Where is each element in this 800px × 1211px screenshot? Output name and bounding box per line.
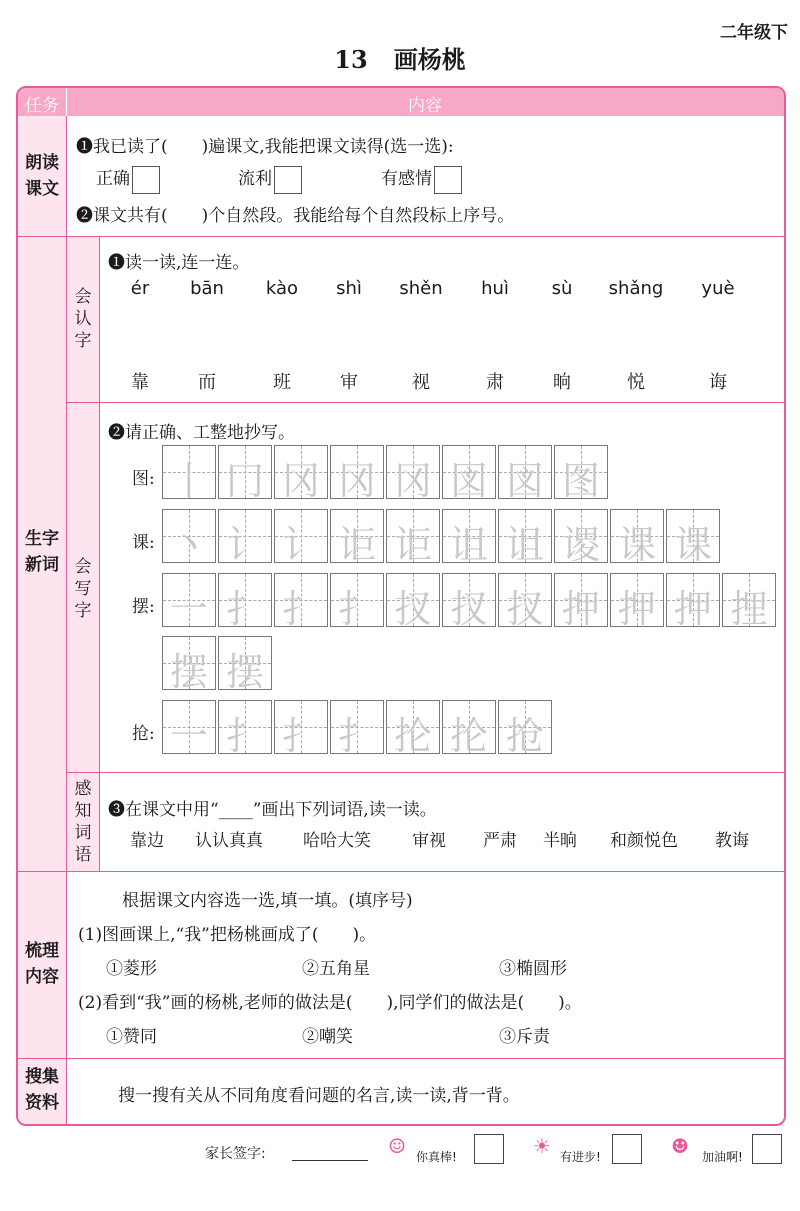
writing-cell[interactable]	[554, 509, 608, 567]
stroke-guide: 诅	[449, 523, 488, 567]
stroke-guide: 扌	[281, 714, 320, 758]
writing-cell[interactable]	[498, 509, 552, 567]
writing-cell[interactable]	[442, 445, 496, 503]
stroke-guide: 讠	[281, 523, 320, 567]
stroke-guide: 扌	[337, 587, 376, 631]
read-option-fluent[interactable]: 流利	[238, 164, 302, 194]
collect-text: 搜一搜有关从不同角度看问题的名言,读一读,背一背。	[118, 1086, 520, 1106]
hanzi-item[interactable]: 肃	[486, 372, 504, 393]
term-item: 靠边	[130, 831, 164, 851]
writing-cell[interactable]	[666, 509, 720, 567]
writing-cell[interactable]	[666, 573, 720, 631]
writing-cell[interactable]	[274, 700, 328, 758]
writing-cell[interactable]	[498, 573, 552, 631]
term-item: 认认真真	[195, 831, 263, 851]
term-item: 半晌	[543, 831, 577, 851]
label-write: 会 写 字	[74, 557, 92, 621]
lesson-title: 画杨桃	[393, 45, 466, 74]
pinyin-item[interactable]: huì	[481, 278, 509, 299]
writing-cell[interactable]	[442, 573, 496, 631]
sort-q1-option: ②五角星	[302, 959, 370, 979]
hanzi-item[interactable]: 诲	[709, 372, 727, 393]
stroke-guide: 谡	[561, 523, 600, 567]
stroke-guide: 课	[617, 523, 656, 567]
writing-cell[interactable]	[330, 445, 384, 503]
stroke-guide: 図	[449, 459, 488, 503]
stroke-guide: 讵	[337, 523, 376, 567]
term-item: 和颜悦色	[610, 831, 678, 851]
label-read: 朗读 课文	[25, 153, 59, 199]
stroke-guide: 图	[561, 459, 600, 503]
writing-cell[interactable]	[554, 573, 608, 631]
label-perceive: 感 知 词 语	[74, 779, 92, 865]
hanzi-item[interactable]: 审	[340, 372, 358, 393]
pinyin-item[interactable]: sù	[551, 278, 573, 299]
stroke-guide: 扌	[225, 714, 264, 758]
writing-cell[interactable]	[386, 573, 440, 631]
writing-cell[interactable]	[554, 445, 608, 503]
worksheet-table	[16, 86, 786, 1126]
writing-cell[interactable]	[274, 509, 328, 567]
writing-cell[interactable]	[162, 573, 216, 631]
label-sort: 梳理 内容	[25, 941, 59, 987]
stroke-guide: 一	[169, 587, 208, 631]
stroke-guide: 冈	[393, 459, 432, 503]
writing-cell[interactable]	[162, 509, 216, 567]
sort-q2-option: ③斥责	[499, 1027, 550, 1047]
stroke-guide: 抡	[393, 714, 432, 758]
writing-cell[interactable]	[498, 700, 552, 758]
read-question-2: ❷课文共有( )个自然段。我能给每个自然段标上序号。	[76, 206, 515, 226]
writing-cell[interactable]	[274, 445, 328, 503]
stroke-guide: 扠	[393, 587, 432, 631]
write-label-ke: 课:	[132, 533, 155, 553]
writing-cell[interactable]	[330, 573, 384, 631]
stroke-guide: 図	[505, 459, 544, 503]
pinyin-item[interactable]: ér	[130, 278, 150, 299]
sort-intro: 根据课文内容选一选,填一填。(填序号)	[122, 891, 413, 911]
writing-cell[interactable]	[442, 700, 496, 758]
writing-cell[interactable]	[442, 509, 496, 567]
hanzi-item[interactable]: 悦	[627, 372, 645, 393]
writing-cell[interactable]	[610, 509, 664, 567]
recognize-instruction: ❶读一读,连一连。	[108, 253, 250, 273]
stroke-guide: 抢	[505, 714, 544, 758]
rating-box-progress[interactable]	[612, 1134, 642, 1164]
stroke-guide: 扠	[505, 587, 544, 631]
sort-question-1: (1)图画课上,“我”把杨桃画成了( )。	[78, 925, 377, 945]
stroke-guide: 冈	[337, 459, 376, 503]
stroke-guide: 冂	[225, 459, 264, 503]
header-task: 任务	[25, 96, 59, 116]
write-label-tu: 图:	[132, 469, 155, 489]
stroke-guide: 诅	[505, 523, 544, 567]
term-item: 教诲	[715, 831, 749, 851]
stroke-guide: 押	[673, 587, 712, 631]
stroke-guide: 扌	[337, 714, 376, 758]
read-option-emotion[interactable]: 有感情	[381, 164, 462, 194]
stroke-guide: 讠	[225, 523, 264, 567]
page-title	[0, 40, 800, 75]
label-recognize: 会 认 字	[74, 287, 92, 351]
smiley-sunglasses-icon: ☺	[388, 1134, 406, 1158]
sort-q2-option: ②嘲笑	[302, 1027, 353, 1047]
rating-box-great[interactable]	[474, 1134, 504, 1164]
writing-cell[interactable]	[218, 636, 272, 694]
stroke-guide: 捚	[729, 587, 768, 631]
stroke-guide: 抡	[449, 714, 488, 758]
hanzi-item[interactable]: 视	[412, 372, 430, 393]
stroke-guide: 讵	[393, 523, 432, 567]
pinyin-item[interactable]: shì	[336, 278, 362, 299]
write-label-bai: 摆:	[132, 597, 155, 617]
writing-cell[interactable]	[218, 445, 272, 503]
lesson-number: 13	[334, 45, 368, 74]
rating-label-cheer: 加油啊!	[702, 1150, 743, 1164]
label-collect: 搜集 资料	[25, 1067, 59, 1113]
read-option-correct[interactable]: 正确	[96, 164, 160, 194]
writing-cell[interactable]	[330, 509, 384, 567]
write-instruction: ❷请正确、工整地抄写。	[108, 423, 295, 443]
term-item: 严肃	[483, 831, 517, 851]
stroke-guide: 一	[169, 714, 208, 758]
writing-cell[interactable]	[386, 700, 440, 758]
pinyin-item[interactable]: shǎng	[608, 278, 664, 299]
sort-q1-option: ③椭圆形	[499, 959, 567, 979]
perceive-instruction: ❸在课文中用“____”画出下列词语,读一读。	[108, 800, 437, 820]
stroke-guide: 扌	[281, 587, 320, 631]
writing-cell[interactable]	[162, 700, 216, 758]
stroke-guide: 冈	[281, 459, 320, 503]
header-content: 内容	[408, 96, 442, 116]
parent-sign-line[interactable]	[292, 1160, 368, 1161]
pinyin-item[interactable]: yuè	[701, 278, 735, 299]
writing-cell[interactable]	[610, 573, 664, 631]
stroke-guide: 扠	[449, 587, 488, 631]
writing-cell[interactable]	[218, 700, 272, 758]
stroke-guide: 押	[561, 587, 600, 631]
read-question-1: ❶我已读了( )遍课文,我能把课文读得(选一选):	[76, 137, 454, 157]
writing-cell[interactable]	[274, 573, 328, 631]
hanzi-item[interactable]: 班	[273, 372, 291, 393]
term-item: 哈哈大笑	[303, 831, 371, 851]
stroke-guide: 摆	[169, 650, 208, 694]
write-label-qiang: 抢:	[132, 724, 155, 744]
smiley-sun-icon: ☀	[533, 1134, 551, 1158]
term-item: 审视	[412, 831, 446, 851]
sort-q1-option: ①菱形	[106, 959, 157, 979]
writing-cell[interactable]	[218, 509, 272, 567]
hanzi-item[interactable]: 晌	[553, 372, 571, 393]
stroke-guide: 课	[673, 523, 712, 567]
label-words: 生字 新词	[25, 529, 59, 575]
pinyin-item[interactable]: bān	[190, 278, 224, 299]
writing-cell[interactable]	[722, 573, 776, 631]
rating-box-cheer[interactable]	[752, 1134, 782, 1164]
writing-cell[interactable]	[162, 445, 216, 503]
stroke-guide: 扌	[225, 587, 264, 631]
writing-cell[interactable]	[330, 700, 384, 758]
hanzi-item[interactable]: 靠	[131, 372, 149, 393]
sort-question-2: (2)看到“我”画的杨桃,老师的做法是( ),同学们的做法是( )。	[78, 993, 582, 1013]
stroke-guide: 押	[617, 587, 656, 631]
rating-label-great: 你真棒!	[416, 1150, 457, 1164]
stroke-guide: 丶	[169, 523, 208, 567]
writing-cell[interactable]	[498, 445, 552, 503]
smiley-cheer-icon: ☻	[671, 1134, 689, 1158]
writing-cell[interactable]	[386, 445, 440, 503]
rating-label-progress: 有进步!	[560, 1150, 601, 1164]
writing-cell[interactable]	[386, 509, 440, 567]
sort-q2-option: ①赞同	[106, 1027, 157, 1047]
hanzi-item[interactable]: 而	[198, 372, 216, 393]
writing-cell[interactable]	[162, 636, 216, 694]
grade-label: 二年级下	[720, 23, 788, 43]
stroke-guide: 摆	[225, 650, 264, 694]
pinyin-item[interactable]: kào	[265, 278, 299, 299]
pinyin-item[interactable]: shěn	[399, 278, 443, 299]
stroke-guide: 丨	[169, 459, 208, 503]
parent-sign-label: 家长签字:	[205, 1146, 266, 1162]
writing-cell[interactable]	[218, 573, 272, 631]
